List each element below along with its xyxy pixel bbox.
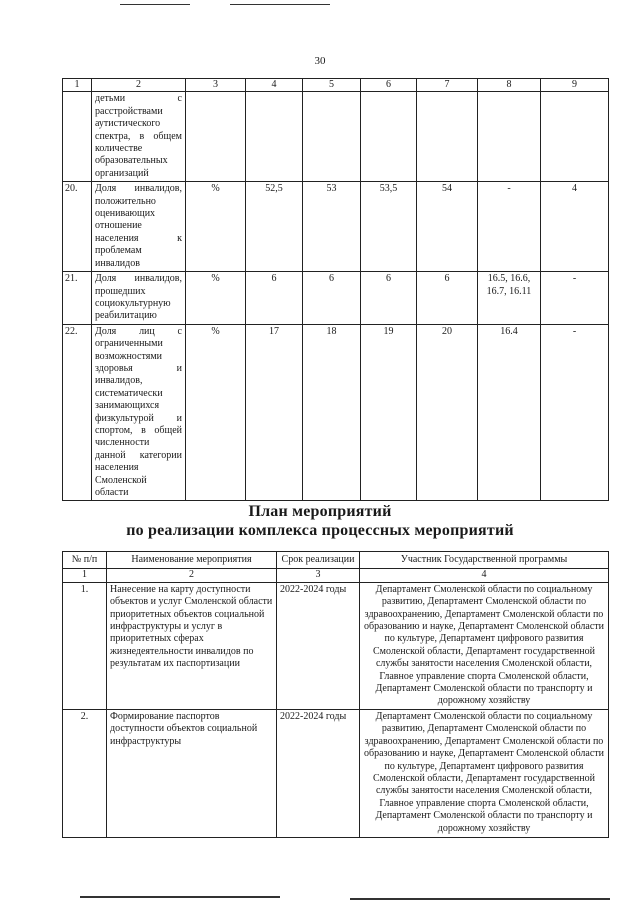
scan-artifact: [230, 4, 330, 5]
unit-cell: %: [186, 182, 246, 272]
value-cell: [417, 92, 478, 182]
indicator-name: Доля лиц с ограниченными возможностями здоровья и инвалидов, систематически занимающихся физкультурой и спортом, в общей численности данной категории населения Смоленской области: [92, 324, 186, 501]
value-cell: 20: [417, 324, 478, 501]
value-cell: -: [541, 324, 609, 501]
value-cell: 18: [303, 324, 361, 501]
index-cell: 2: [107, 569, 277, 582]
table-row: [63, 709, 609, 837]
unit-cell: [186, 92, 246, 182]
indicator-name: Доля инвалидов, прошедших социокультурную реабилитацию: [92, 272, 186, 325]
scan-artifact: [80, 896, 280, 898]
row-number: 1.: [63, 582, 107, 709]
value-cell: 6: [303, 272, 361, 325]
value-cell: 6: [361, 272, 417, 325]
header-cell: 8: [478, 79, 541, 92]
activity-participant: Департамент Смоленской области по социальному развитию, Департамент Смоленской области по здравоохранению, Департамент Смоленской области по образованию и науке, Департамент Смоленской области по культуре, Департамент цифрового развития Смоленской области, Департамент государственной службы занятости населения Смоленской области, Главное управление спорта Смоленской области, Департамент Смоленской области по транспорту и дорожному хозяйству: [360, 709, 609, 837]
indicators-header-row: [63, 79, 609, 92]
header-cell: 7: [417, 79, 478, 92]
value-cell: 17: [246, 324, 303, 501]
index-cell: 3: [277, 569, 360, 582]
header-cell: 9: [541, 79, 609, 92]
page-number: 30: [314, 55, 326, 67]
row-number: 20.: [63, 182, 92, 272]
value-cell: 53,5: [361, 182, 417, 272]
row-number: 22.: [63, 324, 92, 501]
row-number: [63, 92, 92, 182]
plan-subtitle: по реализации комплекса процессных мероприятий: [126, 522, 514, 539]
value-cell: 6: [246, 272, 303, 325]
table-row: [63, 182, 609, 272]
scan-artifact: [120, 4, 190, 5]
plan-header-row: [63, 552, 609, 569]
table-row: [63, 582, 609, 709]
value-cell: 16.4: [478, 324, 541, 501]
plan-index-row: [63, 569, 609, 582]
value-cell: 52,5: [246, 182, 303, 272]
header-num: № п/п: [63, 552, 107, 569]
value-cell: 16.5, 16.6, 16.7, 16.11: [478, 272, 541, 325]
indicator-name: Доля инвалидов, положительно оценивающих отношение населения к проблемам инвалидов: [92, 182, 186, 272]
activity-name: Нанесение на карту доступности объектов и услуг Смоленской области приоритетных объектов социальной инфраструктуры и услуг в приоритетных сферах жизнедеятельности инвалидов по результатам их паспортизации: [107, 582, 277, 709]
value-cell: [246, 92, 303, 182]
value-cell: 54: [417, 182, 478, 272]
index-cell: 4: [360, 569, 609, 582]
unit-cell: %: [186, 272, 246, 325]
table-row: [63, 324, 609, 501]
value-cell: 53: [303, 182, 361, 272]
indicator-name: детьми с расстройствами аутистического спектра, в общем количестве образовательных организаций: [92, 92, 186, 182]
activity-name: Формирование паспортов доступности объектов социальной инфраструктуры: [107, 709, 277, 837]
row-number: 2.: [63, 709, 107, 837]
header-cell: 1: [63, 79, 92, 92]
header-name: Наименование мероприятия: [107, 552, 277, 569]
value-cell: 19: [361, 324, 417, 501]
header-cell: 5: [303, 79, 361, 92]
value-cell: [478, 92, 541, 182]
header-cell: 4: [246, 79, 303, 92]
row-number: 21.: [63, 272, 92, 325]
scan-artifact: [350, 898, 610, 900]
header-cell: 2: [92, 79, 186, 92]
unit-cell: %: [186, 324, 246, 501]
indicators-table: [62, 78, 609, 501]
header-cell: 3: [186, 79, 246, 92]
index-cell: 1: [63, 569, 107, 582]
header-cell: 6: [361, 79, 417, 92]
value-cell: -: [478, 182, 541, 272]
activity-term: 2022-2024 годы: [277, 709, 360, 837]
value-cell: [541, 92, 609, 182]
table-row: [63, 92, 609, 182]
plan-title: План мероприятий: [248, 503, 392, 520]
value-cell: [303, 92, 361, 182]
header-term: Срок реализации: [277, 552, 360, 569]
value-cell: [361, 92, 417, 182]
value-cell: -: [541, 272, 609, 325]
activity-term: 2022-2024 годы: [277, 582, 360, 709]
plan-table: [62, 551, 609, 838]
table-row: [63, 272, 609, 325]
activity-participant: Департамент Смоленской области по социальному развитию, Департамент Смоленской области по здравоохранению, Департамент Смоленской области по образованию и науке, Департамент Смоленской области по культуре, Департамент цифрового развития Смоленской области, Департамент государственной службы занятости населения Смоленской области, Главное управление спорта Смоленской области, Департамент Смоленской области по транспорту и дорожному хозяйству: [360, 582, 609, 709]
header-participant: Участник Государственной программы: [360, 552, 609, 569]
value-cell: 6: [417, 272, 478, 325]
value-cell: 4: [541, 182, 609, 272]
